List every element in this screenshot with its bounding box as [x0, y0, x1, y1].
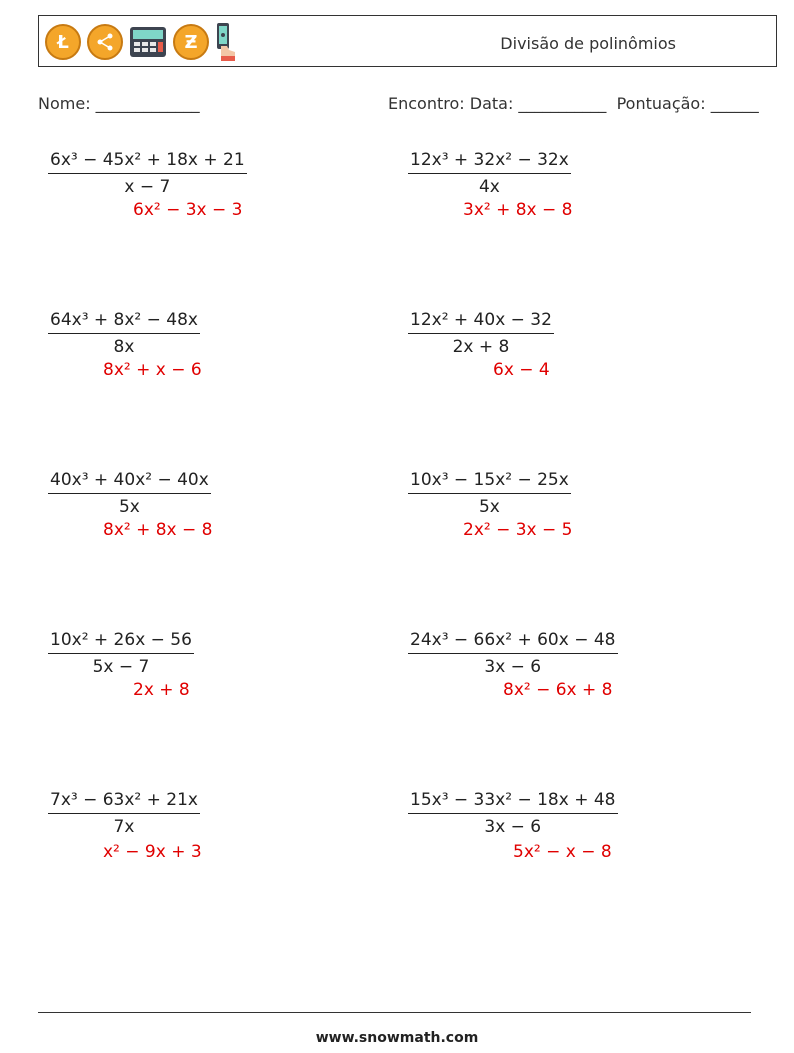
fraction: [48, 310, 200, 357]
fraction: [48, 470, 211, 517]
phone-payment-icon: [215, 22, 237, 62]
answer: 6x − 4: [493, 360, 550, 380]
zcash-icon: Ƶ: [173, 24, 209, 60]
fraction: [48, 630, 194, 677]
problem-4: [408, 310, 554, 357]
fraction: [48, 790, 200, 837]
fraction: [48, 150, 247, 197]
answer: 8x² − 6x + 8: [503, 680, 613, 700]
denominator: 5x: [478, 497, 500, 517]
denominator: 3x − 6: [484, 817, 542, 837]
numerator: 10x³ − 15x² − 25x: [408, 470, 571, 494]
denominator: 4x: [478, 177, 500, 197]
name-field-label: Nome: _____________: [38, 94, 200, 113]
share-coin-icon: [87, 24, 123, 60]
footer-link[interactable]: www.snowmath.com: [315, 1030, 479, 1046]
denominator: x − 7: [124, 177, 171, 197]
problem-1: [48, 150, 247, 197]
page-title: Divisão de polinômios: [500, 34, 676, 53]
numerator: 12x² + 40x − 32: [408, 310, 554, 334]
fraction: [408, 310, 554, 357]
numerator: 6x³ − 45x² + 18x + 21: [48, 150, 247, 174]
cash-register-icon: [129, 25, 167, 59]
numerator: 40x³ + 40x² − 40x: [48, 470, 211, 494]
answer: x² − 9x + 3: [103, 842, 202, 862]
denominator: 2x + 8: [452, 337, 510, 357]
answer: 2x + 8: [133, 680, 190, 700]
answer: 8x² + 8x − 8: [103, 520, 213, 540]
problem-10: [408, 790, 618, 837]
answer: 3x² + 8x − 8: [463, 200, 573, 220]
numerator: 24x³ − 66x² + 60x − 48: [408, 630, 618, 654]
numerator: 64x³ + 8x² − 48x: [48, 310, 200, 334]
answer: 6x² − 3x − 3: [133, 200, 243, 220]
date-score-field-label: Encontro: Data: ___________ Pontuação: ______: [388, 94, 759, 113]
fraction: [408, 150, 571, 197]
fraction: [408, 630, 618, 677]
denominator: 5x: [118, 497, 140, 517]
header-box: [38, 15, 777, 67]
fraction: [408, 470, 571, 517]
denominator: 5x − 7: [92, 657, 150, 677]
denominator: 3x − 6: [484, 657, 542, 677]
numerator: 12x³ + 32x² − 32x: [408, 150, 571, 174]
answer: 5x² − x − 8: [513, 842, 612, 862]
answer: 2x² − 3x − 5: [463, 520, 573, 540]
numerator: 7x³ − 63x² + 21x: [48, 790, 200, 814]
answer: 8x² + x − 6: [103, 360, 202, 380]
fraction: [408, 790, 618, 837]
numerator: 10x² + 26x − 56: [48, 630, 194, 654]
problem-6: [408, 470, 571, 517]
footer-divider: [38, 1012, 751, 1013]
denominator: 8x: [113, 337, 135, 357]
numerator: 15x³ − 33x² − 18x + 48: [408, 790, 618, 814]
problem-9: [48, 790, 200, 837]
denominator: 7x: [113, 817, 135, 837]
problem-8: [408, 630, 618, 677]
header-icons: [45, 22, 237, 62]
problem-2: [408, 150, 571, 197]
problem-3: [48, 310, 200, 357]
problem-7: [48, 630, 194, 677]
problem-5: [48, 470, 211, 517]
litecoin-icon: Ł: [45, 24, 81, 60]
